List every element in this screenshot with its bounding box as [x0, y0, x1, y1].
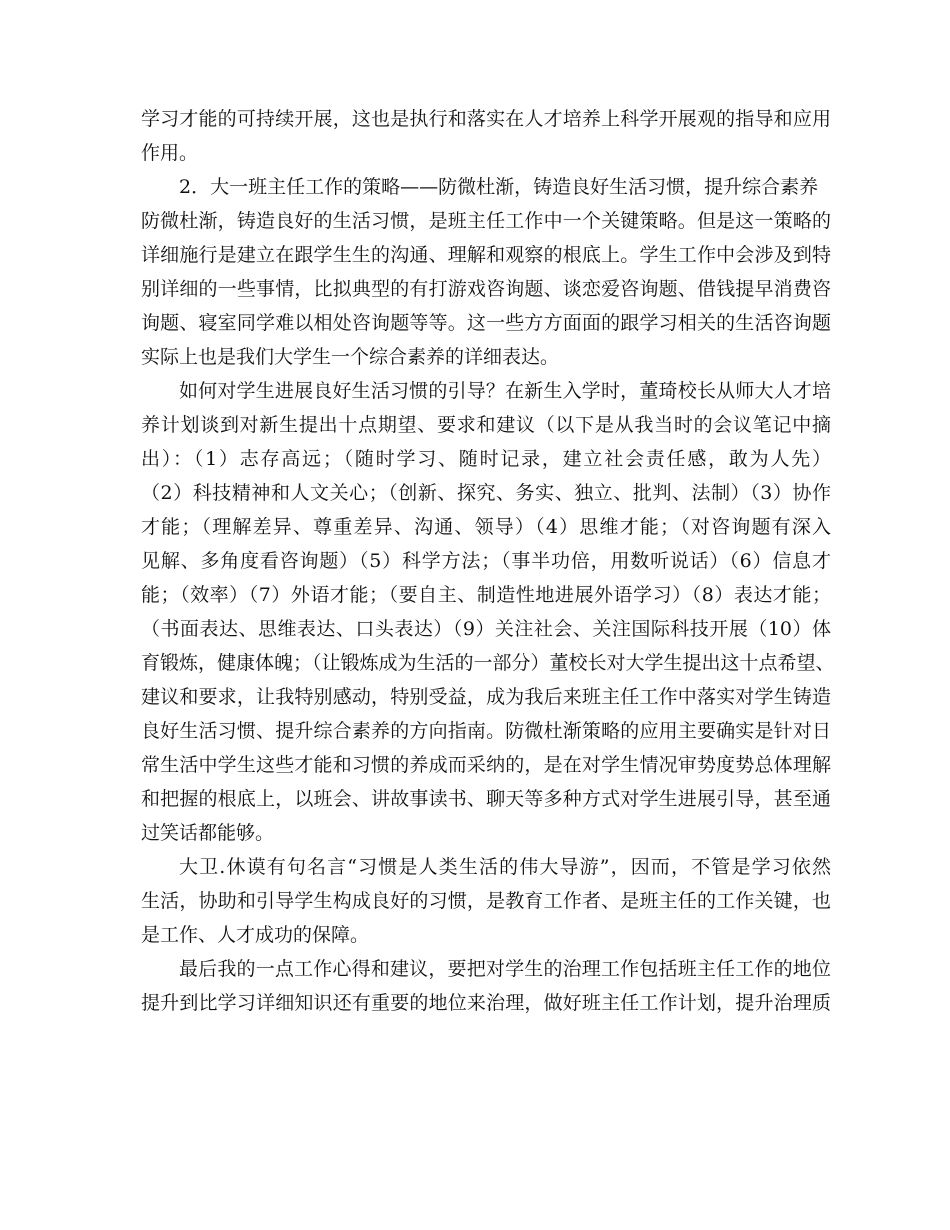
text-line: 建议和要求，让我特别感动，特别受益，成为我后来班主任工作中落实对学生铸造 [141, 686, 831, 708]
paragraph [141, 850, 831, 952]
text-line: 询题、寝室同学难以相处咨询题等等。这一些方方面面的跟学习相关的生活咨询题 [141, 312, 831, 334]
paragraph [141, 952, 831, 1020]
text-line: 2．大一班主任工作的策略——防微杜渐，铸造良好生活习惯，提升综合素养 [179, 176, 819, 198]
text-line: 大卫.休谟有句名言“习惯是人类生活的伟大导游”，因而，不管是学习依然 [179, 856, 831, 878]
paragraph [141, 102, 831, 170]
document-body [141, 102, 835, 1020]
text-line: 见解、多角度看咨询题）（5）科学方法；（事半功倍，用数听说话）（6）信息才 [141, 550, 831, 572]
text-line: 出）：（1）志存高远；（随时学习、随时记录，建立社会责任感，敢为人先） [141, 448, 831, 470]
text-line: 常生活中学生这些才能和习惯的养成而采纳的，是在对学生情况审势度势总体理解 [141, 754, 831, 776]
text-line: 育锻炼，健康体魄；（让锻炼成为生活的一部分）董校长对大学生提出这十点希望、 [141, 652, 835, 674]
text-line: 生活，协助和引导学生构成良好的习惯，是教育工作者、是班主任的工作关键，也 [141, 890, 831, 912]
text-line: 实际上也是我们大学生一个综合素养的详细表达。 [141, 346, 560, 368]
text-line: 能；（效率）（7）外语才能；（要自主、制造性地进展外语学习）（8）表达才能； [141, 584, 831, 606]
text-line: 如何对学生进展良好生活习惯的引导？在新生入学时，董琦校长从师大人才培 [179, 380, 831, 402]
text-line: 作用。 [141, 142, 199, 164]
text-line: （2）科技精神和人文关心；（创新、探究、务实、独立、批判、法制）（3）协作 [141, 482, 831, 504]
text-line: 才能；（理解差异、尊重差异、沟通、领导）（4）思维才能；（对咨询题有深入 [141, 516, 831, 538]
text-line: 过笑话都能够。 [141, 822, 275, 844]
text-line: （书面表达、思维表达、口头表达）（9）关注社会、关注国际科技开展（10）体 [141, 618, 831, 640]
text-line: 别详细的一些事情，比拟典型的有打游戏咨询题、谈恋爱咨询题、借钱提早消费咨 [141, 278, 831, 300]
text-line: 是工作、人才成功的保障。 [141, 924, 370, 946]
paragraph [141, 204, 831, 374]
text-line: 良好生活习惯、提升综合素养的方向指南。防微杜渐策略的应用主要确实是针对日 [141, 720, 831, 742]
text-line: 提升到比学习详细知识还有重要的地位来治理，做好班主任工作计划，提升治理质 [141, 992, 831, 1014]
text-line: 学习才能的可持续开展，这也是执行和落实在人才培养上科学开展观的指导和应用 [141, 108, 831, 130]
text-line: 防微杜渐，铸造良好的生活习惯，是班主任工作中一个关键策略。但是这一策略的 [141, 210, 831, 232]
text-line: 详细施行是建立在跟学生生的沟通、理解和观察的根底上。学生工作中会涉及到特 [141, 244, 831, 266]
text-line: 最后我的一点工作心得和建议，要把对学生的治理工作包括班主任工作的地位 [179, 958, 831, 980]
section-heading [141, 170, 831, 204]
text-line: 和把握的根底上，以班会、讲故事读书、聊天等多种方式对学生进展引导，甚至通 [141, 788, 831, 810]
paragraph [141, 374, 835, 850]
text-line: 养计划谈到对新生提出十点期望、要求和建议（以下是从我当时的会议笔记中摘 [141, 414, 831, 436]
